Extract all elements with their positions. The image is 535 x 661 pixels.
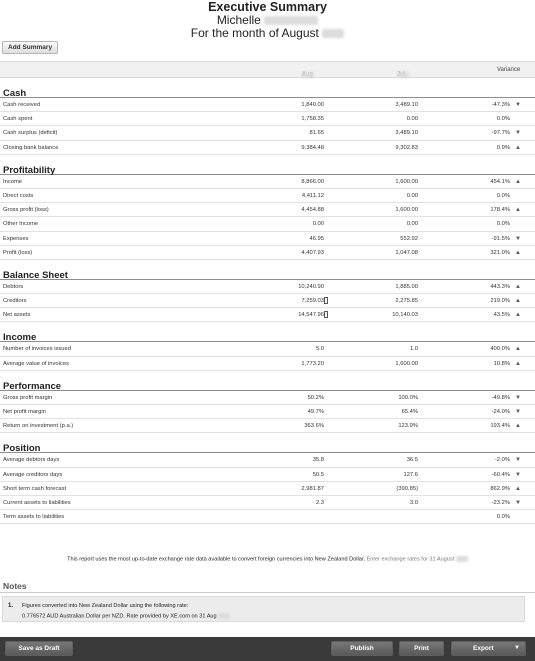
- previous-value: (390.85): [396, 485, 418, 492]
- previous-value: 0.00: [406, 116, 418, 123]
- row-label: Gross profit (loss): [3, 207, 49, 214]
- variance-value: 321.0%: [490, 249, 510, 256]
- variance-value: 454.1%: [490, 178, 510, 185]
- trend-up-icon: ▲: [515, 283, 521, 290]
- current-value: 35.8: [312, 457, 324, 464]
- exchange-rate-footnote: [0, 556, 535, 562]
- row-label: Income: [3, 178, 23, 185]
- report-title: Executive Summary: [208, 0, 327, 14]
- variance-value: -47.3%: [491, 102, 510, 108]
- previous-value: 9,302.83: [395, 144, 418, 151]
- redacted-text: [264, 16, 318, 25]
- trend-up-icon: ▲: [515, 485, 521, 492]
- table-row[interactable]: [0, 342, 535, 356]
- variance-value: 400.0%: [490, 346, 510, 353]
- row-label: Expenses: [3, 235, 29, 242]
- row-label: Average creditors days: [3, 471, 63, 478]
- row-label: Net assets: [3, 312, 31, 319]
- previous-value: 0.00: [406, 192, 418, 199]
- trend-up-icon: ▲: [515, 144, 521, 151]
- row-label: Current assets to liabilities: [3, 499, 71, 506]
- current-value: 7,259.03: [301, 298, 324, 305]
- row-label: Cash spent: [3, 116, 33, 123]
- table-row[interactable]: [0, 391, 535, 405]
- current-value: 2,981.87: [301, 485, 324, 492]
- table-row[interactable]: [0, 482, 535, 496]
- chevron-down-icon[interactable]: ▼: [514, 645, 520, 651]
- add-summary-button[interactable]: Add Summary: [2, 41, 58, 54]
- variance-value: 0.0%: [496, 116, 510, 123]
- previous-value: 552.92: [400, 235, 418, 242]
- trend-down-icon: ▼: [515, 409, 521, 415]
- previous-value: 2,275.85: [395, 298, 418, 305]
- row-label: Gross profit margin: [3, 394, 53, 401]
- current-value: 10,240.90: [298, 283, 324, 290]
- owner-name: Michelle: [216, 13, 261, 27]
- redacted-text: [456, 556, 468, 562]
- variance-value: 10.8%: [493, 360, 510, 367]
- variance-value: -49.8%: [491, 394, 510, 401]
- variance-value: 0.0%: [496, 221, 510, 228]
- variance-value: 862.9%: [490, 485, 510, 492]
- current-value: 4,407.93: [301, 249, 324, 256]
- current-value: 1,773.20: [301, 360, 324, 367]
- variance-value: 0.9%: [496, 144, 510, 151]
- save-as-draft-button[interactable]: Save as Draft: [5, 641, 73, 656]
- section-title: Position: [0, 433, 535, 453]
- previous-value: 3,489.10: [395, 130, 418, 137]
- previous-value: 1,885.00: [395, 283, 418, 290]
- table-row[interactable]: [0, 232, 535, 246]
- section-title: Cash: [0, 78, 535, 98]
- current-value: 0.00: [312, 221, 324, 228]
- table-row[interactable]: [0, 468, 535, 482]
- row-label: Average debtors days: [3, 457, 60, 464]
- table-row[interactable]: [0, 453, 535, 467]
- section-title: Income: [0, 322, 535, 342]
- trend-down-icon: ▼: [515, 457, 521, 464]
- footnote-text: This report uses the most up-to-date exchange rate data available to convert foreign currencies into New Zealand Dollar.: [67, 556, 366, 563]
- table-row[interactable]: [0, 126, 535, 140]
- previous-value: 100.0%: [398, 394, 418, 401]
- previous-value: 1,600.00: [395, 360, 418, 367]
- note-line-1: Figures converted into New Zealand Dollar using the following rate:: [22, 603, 189, 609]
- table-row[interactable]: [0, 112, 535, 126]
- trend-down-icon: ▼: [515, 499, 521, 506]
- trend-down-icon: ▼: [515, 394, 521, 401]
- current-value: 14,547.96: [298, 312, 324, 319]
- current-value: 50.5: [312, 471, 324, 478]
- previous-value: 65.4%: [401, 409, 418, 415]
- table-row[interactable]: [0, 189, 535, 203]
- column-variance: Variance: [497, 67, 521, 73]
- variance-value: 443.3%: [490, 283, 510, 290]
- table-row[interactable]: [0, 175, 535, 189]
- period-text: For the month of August: [190, 26, 319, 40]
- note-number: 1.: [8, 603, 14, 609]
- section-title: Performance: [0, 371, 535, 391]
- previous-value: 1,600.00: [395, 207, 418, 214]
- divider: [0, 592, 535, 593]
- current-value: 1,840.00: [301, 102, 324, 108]
- current-value: 81.65: [309, 130, 324, 137]
- trend-up-icon: ▲: [515, 298, 521, 305]
- variance-value: 0.0%: [496, 192, 510, 199]
- current-value: 5.0: [315, 346, 324, 353]
- row-label: Debtors: [3, 283, 24, 290]
- report-header: [0, 0, 535, 40]
- trend-up-icon: ▲: [515, 207, 521, 214]
- report-period: [0, 27, 535, 40]
- variance-value: -91.5%: [491, 235, 510, 242]
- row-label: Average value of invoices: [3, 360, 69, 367]
- current-value: 50.2%: [307, 394, 324, 401]
- table-row[interactable]: [0, 294, 535, 308]
- variance-value: -60.4%: [491, 471, 510, 478]
- section-title: Balance Sheet: [0, 260, 535, 280]
- trend-down-icon: ▼: [515, 471, 521, 478]
- previous-value: 127.6: [403, 471, 418, 478]
- row-label: Other Income: [3, 221, 39, 228]
- export-button[interactable]: Export ▼: [451, 641, 526, 656]
- variance-value: -97.7%: [491, 130, 510, 137]
- previous-value: 1,600.00: [395, 178, 418, 185]
- variance-value: 0.0%: [496, 514, 510, 521]
- table-row[interactable]: [0, 217, 535, 231]
- trend-down-icon: ▼: [515, 235, 521, 242]
- current-value: 363.6%: [304, 423, 324, 430]
- table-row[interactable]: [0, 496, 535, 510]
- row-label: Cash surplus (deficit): [3, 130, 58, 137]
- previous-value: 36.5: [406, 457, 418, 464]
- trend-up-icon: ▲: [515, 423, 521, 430]
- trend-up-icon: ▲: [515, 312, 521, 319]
- table-row[interactable]: [0, 419, 535, 433]
- table-row[interactable]: [0, 280, 535, 294]
- table-row[interactable]: [0, 510, 535, 524]
- current-value: 9,384.48: [301, 144, 324, 151]
- table-row[interactable]: [0, 246, 535, 260]
- variance-value: -24.0%: [491, 409, 510, 415]
- row-label: Direct costs: [3, 192, 34, 199]
- flag-icon[interactable]: [324, 311, 328, 318]
- row-label: Term assets to liabilities: [3, 514, 65, 521]
- previous-value: 1,047.08: [395, 249, 418, 256]
- previous-value: 3,489.10: [395, 102, 418, 108]
- row-label: Net profit margin: [3, 409, 46, 415]
- summary-table: [0, 78, 535, 524]
- previous-value: 0.00: [406, 221, 418, 228]
- table-row[interactable]: [0, 357, 535, 371]
- table-row[interactable]: [0, 141, 535, 155]
- section-title: Profitability: [0, 155, 535, 175]
- column-header-bar: [0, 61, 535, 78]
- row-label: Number of invoices issued: [3, 346, 71, 353]
- publish-button[interactable]: Publish: [331, 641, 393, 656]
- table-row[interactable]: [0, 308, 535, 322]
- current-value: 4,454.88: [301, 207, 324, 214]
- table-row[interactable]: [0, 203, 535, 217]
- exchange-rates-link[interactable]: Enter exchange rates for 31 August: [366, 556, 455, 563]
- print-button[interactable]: Print: [399, 641, 444, 656]
- row-label: Cash received: [3, 102, 41, 108]
- variance-value: 219.0%: [490, 298, 510, 305]
- row-label: Return on investment (p.a.): [3, 423, 74, 430]
- previous-value: 1.0: [409, 346, 418, 353]
- previous-value: 123.9%: [398, 423, 418, 430]
- row-label: Short term cash forecast: [3, 485, 67, 492]
- current-value: 4,411.12: [301, 192, 324, 199]
- row-label: Closing bank balance: [3, 144, 59, 151]
- trend-up-icon: ▲: [515, 346, 521, 353]
- variance-value: 178.4%: [490, 207, 510, 214]
- notes-heading: Notes: [3, 581, 27, 591]
- variance-value: 43.5%: [493, 312, 510, 319]
- current-value: 46.95: [309, 235, 324, 242]
- redacted-text: [322, 29, 344, 38]
- variance-value: -2.0%: [494, 457, 510, 464]
- note-item[interactable]: [2, 596, 525, 622]
- trend-down-icon: ▼: [515, 102, 521, 108]
- previous-value: 3.0: [409, 499, 418, 506]
- current-value: 8,866.00: [301, 178, 324, 185]
- row-label: Creditors: [3, 298, 27, 305]
- action-bar: [0, 637, 535, 661]
- trend-up-icon: ▲: [515, 249, 521, 256]
- table-row[interactable]: [0, 98, 535, 112]
- trend-down-icon: ▼: [515, 130, 521, 137]
- note-line-2: 0.776572 AUD Australian Dollar per NZD. Rate provided by XE.com on 31 Aug: [22, 613, 230, 619]
- flag-icon[interactable]: [324, 297, 328, 304]
- trend-up-icon: ▲: [515, 360, 521, 367]
- row-label: Profit (loss): [3, 249, 33, 256]
- trend-up-icon: ▲: [515, 178, 521, 185]
- current-value: 2.3: [315, 499, 324, 506]
- variance-value: 193.4%: [490, 423, 510, 430]
- current-value: 1,758.35: [301, 116, 324, 123]
- table-row[interactable]: [0, 405, 535, 419]
- previous-value: 10,140.03: [392, 312, 418, 319]
- variance-value: -23.2%: [491, 499, 510, 506]
- current-value: 49.7%: [307, 409, 324, 415]
